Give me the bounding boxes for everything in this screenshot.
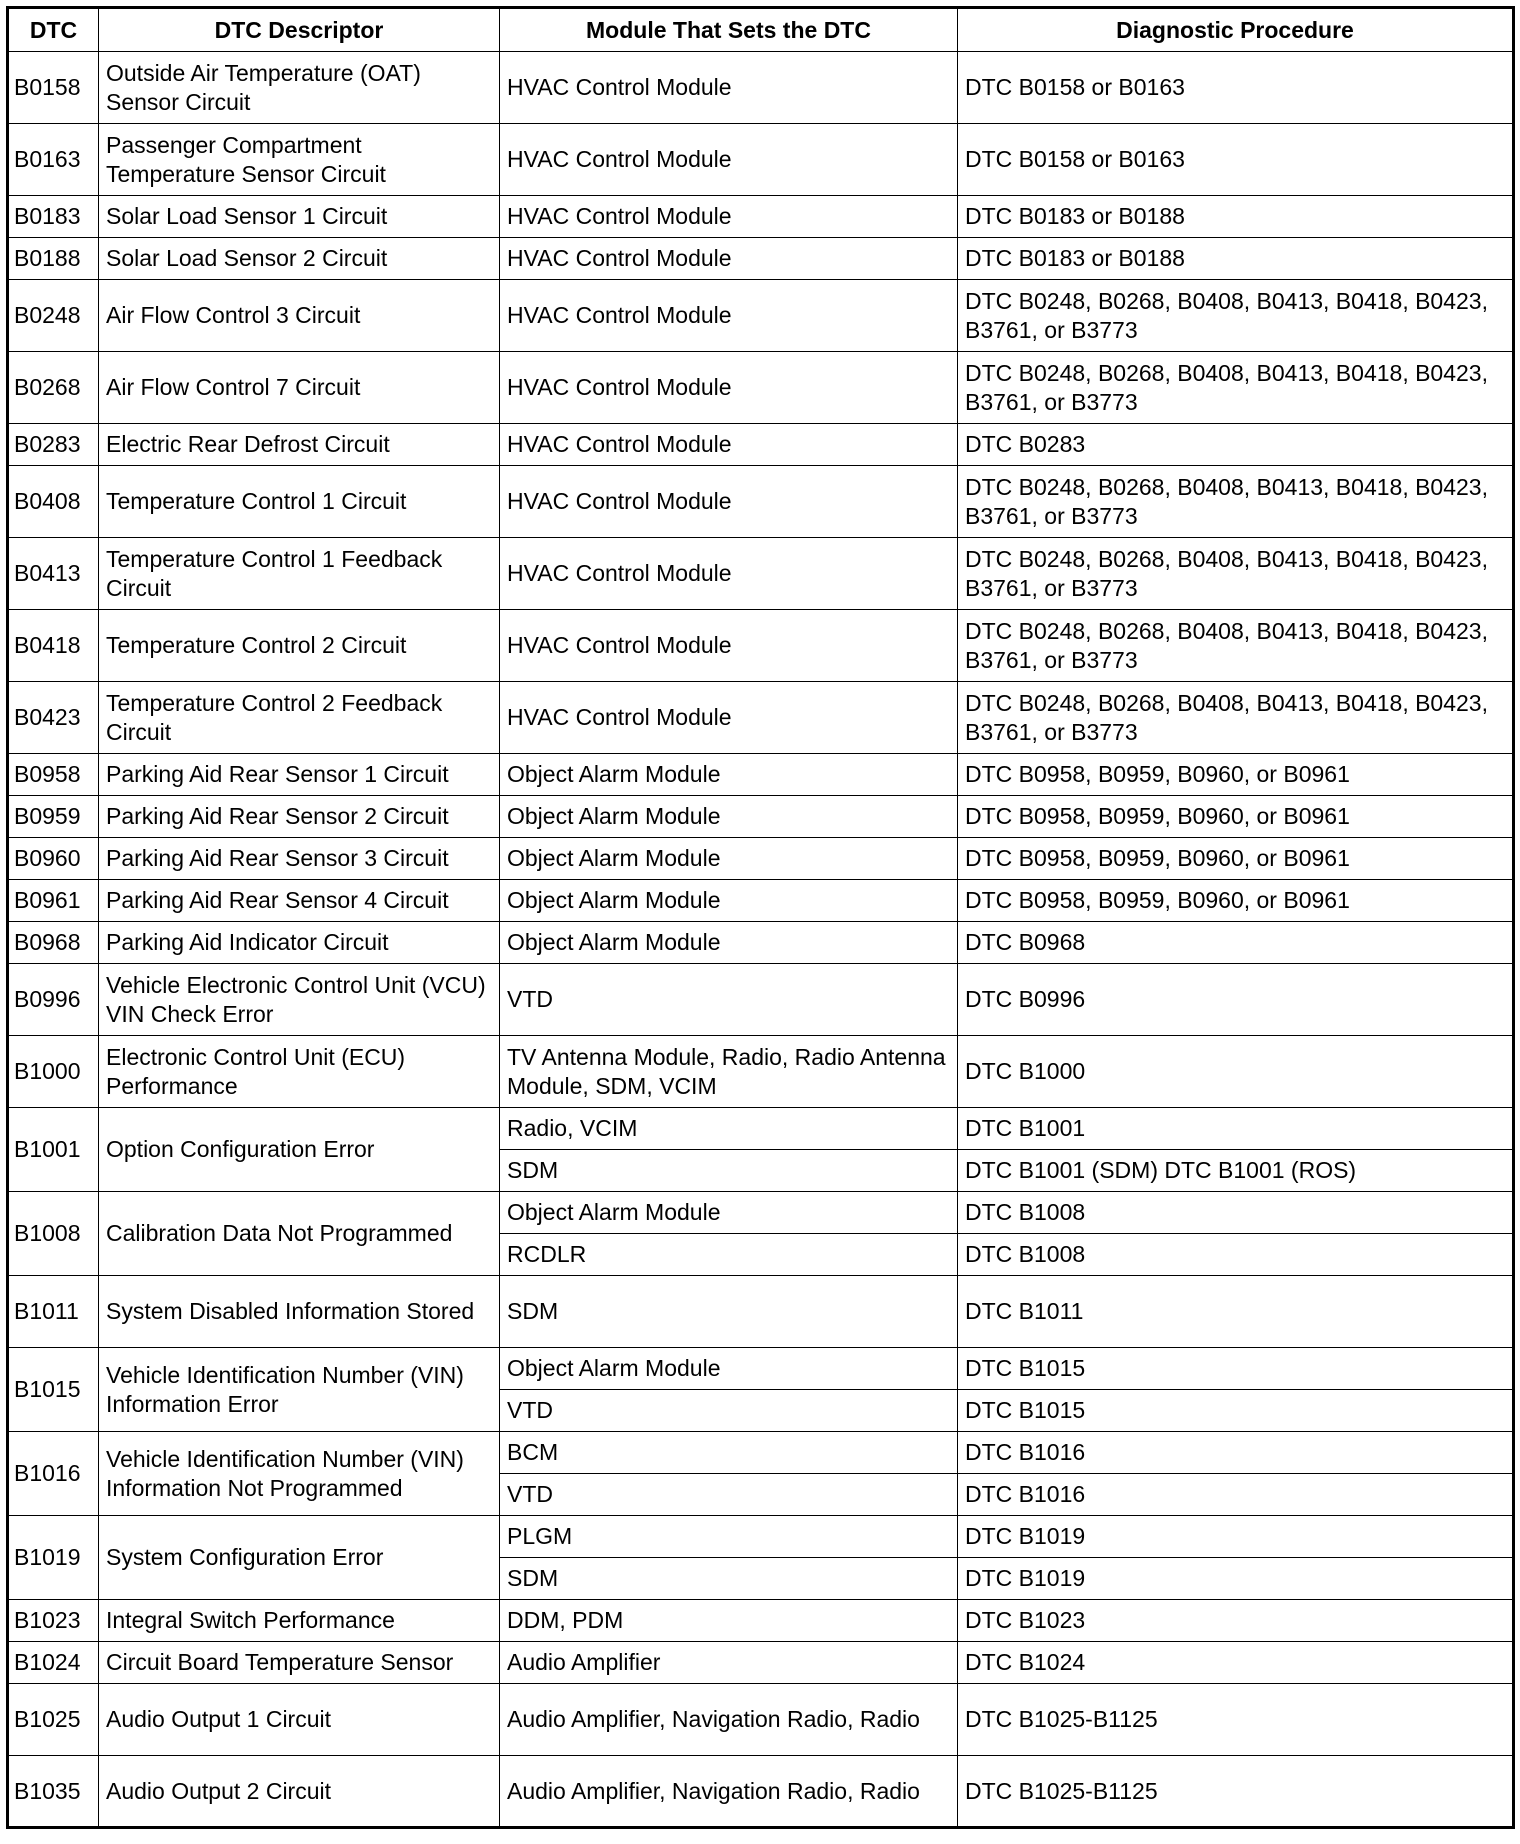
diagnostic-procedure: DTC B1008 [958, 1192, 1514, 1234]
dtc-descriptor: Vehicle Identification Number (VIN) Information Not Programmed [99, 1432, 500, 1516]
table-row [8, 754, 1514, 796]
diagnostic-procedure: DTC B0996 [958, 964, 1514, 1036]
setting-module: Object Alarm Module [500, 754, 958, 796]
dtc-descriptor: Solar Load Sensor 1 Circuit [99, 196, 500, 238]
diagnostic-procedure: DTC B1023 [958, 1600, 1514, 1642]
dtc-descriptor: System Configuration Error [99, 1516, 500, 1600]
table-row [8, 1192, 1514, 1234]
dtc-descriptor: Vehicle Electronic Control Unit (VCU) VIN Check Error [99, 964, 500, 1036]
dtc-descriptor: Calibration Data Not Programmed [99, 1192, 500, 1276]
diagnostic-procedure: DTC B1024 [958, 1642, 1514, 1684]
dtc-code: B1024 [8, 1642, 99, 1684]
diagnostic-procedure: DTC B0248, B0268, B0408, B0413, B0418, B0423, B3761, or B3773 [958, 280, 1514, 352]
table-row [8, 1684, 1514, 1756]
setting-module: Object Alarm Module [500, 922, 958, 964]
dtc-code: B0423 [8, 682, 99, 754]
dtc-code: B0268 [8, 352, 99, 424]
dtc-code: B0248 [8, 280, 99, 352]
diagnostic-procedure: DTC B1001 [958, 1108, 1514, 1150]
dtc-code: B0283 [8, 424, 99, 466]
diagnostic-procedure: DTC B1011 [958, 1276, 1514, 1348]
setting-module: HVAC Control Module [500, 610, 958, 682]
dtc-descriptor: Solar Load Sensor 2 Circuit [99, 238, 500, 280]
diagnostic-procedure: DTC B1008 [958, 1234, 1514, 1276]
table-header-row [8, 8, 1514, 52]
diagnostic-procedure: DTC B0958, B0959, B0960, or B0961 [958, 880, 1514, 922]
table-body [8, 52, 1514, 1828]
dtc-code: B0960 [8, 838, 99, 880]
setting-module: RCDLR [500, 1234, 958, 1276]
setting-module: BCM [500, 1432, 958, 1474]
dtc-descriptor: Vehicle Identification Number (VIN) Information Error [99, 1348, 500, 1432]
setting-module: HVAC Control Module [500, 124, 958, 196]
diagnostic-procedure: DTC B1001 (SDM) DTC B1001 (ROS) [958, 1150, 1514, 1192]
setting-module: HVAC Control Module [500, 196, 958, 238]
diagnostic-procedure: DTC B1025-B1125 [958, 1684, 1514, 1756]
setting-module: HVAC Control Module [500, 52, 958, 124]
table-row [8, 1432, 1514, 1474]
table-row [8, 838, 1514, 880]
setting-module: Object Alarm Module [500, 838, 958, 880]
diagnostic-procedure: DTC B0968 [958, 922, 1514, 964]
diagnostic-procedure: DTC B1019 [958, 1516, 1514, 1558]
table-row [8, 466, 1514, 538]
setting-module: HVAC Control Module [500, 466, 958, 538]
dtc-code: B0996 [8, 964, 99, 1036]
dtc-code: B0408 [8, 466, 99, 538]
dtc-code: B1011 [8, 1276, 99, 1348]
diagnostic-procedure: DTC B1019 [958, 1558, 1514, 1600]
dtc-descriptor: Parking Aid Rear Sensor 4 Circuit [99, 880, 500, 922]
dtc-table-container [6, 6, 1515, 1829]
table-row [8, 922, 1514, 964]
dtc-descriptor: Electric Rear Defrost Circuit [99, 424, 500, 466]
dtc-descriptor: Temperature Control 1 Circuit [99, 466, 500, 538]
dtc-descriptor: System Disabled Information Stored [99, 1276, 500, 1348]
setting-module: Object Alarm Module [500, 1192, 958, 1234]
diagnostic-procedure: DTC B1016 [958, 1432, 1514, 1474]
table-row [8, 1036, 1514, 1108]
table-row [8, 124, 1514, 196]
table-row [8, 1108, 1514, 1150]
dtc-descriptor: Air Flow Control 3 Circuit [99, 280, 500, 352]
dtc-descriptor: Outside Air Temperature (OAT) Sensor Circuit [99, 52, 500, 124]
table-row [8, 1276, 1514, 1348]
dtc-descriptor: Parking Aid Rear Sensor 3 Circuit [99, 838, 500, 880]
dtc-descriptor: Temperature Control 2 Feedback Circuit [99, 682, 500, 754]
diagnostic-procedure: DTC B0248, B0268, B0408, B0413, B0418, B0423, B3761, or B3773 [958, 352, 1514, 424]
setting-module: Audio Amplifier [500, 1642, 958, 1684]
table-row [8, 1348, 1514, 1390]
diagnostic-procedure: DTC B0248, B0268, B0408, B0413, B0418, B0423, B3761, or B3773 [958, 538, 1514, 610]
table-row [8, 352, 1514, 424]
header-dtc: DTC [8, 8, 99, 52]
diagnostic-procedure: DTC B0283 [958, 424, 1514, 466]
diagnostic-procedure: DTC B0183 or B0188 [958, 238, 1514, 280]
setting-module: Audio Amplifier, Navigation Radio, Radio [500, 1756, 958, 1828]
table-row [8, 238, 1514, 280]
diagnostic-procedure: DTC B1000 [958, 1036, 1514, 1108]
header-dtc-descriptor: DTC Descriptor [99, 8, 500, 52]
setting-module: HVAC Control Module [500, 424, 958, 466]
dtc-code: B1001 [8, 1108, 99, 1192]
setting-module: TV Antenna Module, Radio, Radio Antenna Module, SDM, VCIM [500, 1036, 958, 1108]
table-row [8, 610, 1514, 682]
dtc-code: B1000 [8, 1036, 99, 1108]
diagnostic-procedure: DTC B1015 [958, 1348, 1514, 1390]
setting-module: HVAC Control Module [500, 538, 958, 610]
header-module: Module That Sets the DTC [500, 8, 958, 52]
setting-module: VTD [500, 1390, 958, 1432]
dtc-code: B0163 [8, 124, 99, 196]
dtc-descriptor: Audio Output 2 Circuit [99, 1756, 500, 1828]
table-row [8, 682, 1514, 754]
table-row [8, 280, 1514, 352]
dtc-code: B0183 [8, 196, 99, 238]
dtc-descriptor: Temperature Control 1 Feedback Circuit [99, 538, 500, 610]
table-row [8, 1642, 1514, 1684]
diagnostic-procedure: DTC B0158 or B0163 [958, 124, 1514, 196]
dtc-code: B0188 [8, 238, 99, 280]
dtc-descriptor: Air Flow Control 7 Circuit [99, 352, 500, 424]
header-diagnostic-procedure: Diagnostic Procedure [958, 8, 1514, 52]
dtc-descriptor: Passenger Compartment Temperature Sensor Circuit [99, 124, 500, 196]
diagnostic-procedure: DTC B0958, B0959, B0960, or B0961 [958, 796, 1514, 838]
dtc-code: B0968 [8, 922, 99, 964]
diagnostic-procedure: DTC B0958, B0959, B0960, or B0961 [958, 838, 1514, 880]
diagnostic-procedure: DTC B1015 [958, 1390, 1514, 1432]
table-row [8, 424, 1514, 466]
setting-module: Audio Amplifier, Navigation Radio, Radio [500, 1684, 958, 1756]
table-row [8, 880, 1514, 922]
dtc-code: B0158 [8, 52, 99, 124]
dtc-descriptor: Audio Output 1 Circuit [99, 1684, 500, 1756]
dtc-code: B1019 [8, 1516, 99, 1600]
setting-module: PLGM [500, 1516, 958, 1558]
setting-module: HVAC Control Module [500, 280, 958, 352]
dtc-code: B0413 [8, 538, 99, 610]
dtc-descriptor: Integral Switch Performance [99, 1600, 500, 1642]
dtc-code: B1016 [8, 1432, 99, 1516]
setting-module: SDM [500, 1150, 958, 1192]
dtc-descriptor: Temperature Control 2 Circuit [99, 610, 500, 682]
dtc-code: B0418 [8, 610, 99, 682]
setting-module: DDM, PDM [500, 1600, 958, 1642]
dtc-descriptor: Parking Aid Rear Sensor 1 Circuit [99, 754, 500, 796]
table-row [8, 1756, 1514, 1828]
diagnostic-procedure: DTC B0958, B0959, B0960, or B0961 [958, 754, 1514, 796]
setting-module: VTD [500, 1474, 958, 1516]
table-row [8, 196, 1514, 238]
setting-module: HVAC Control Module [500, 682, 958, 754]
setting-module: Object Alarm Module [500, 1348, 958, 1390]
table-row [8, 964, 1514, 1036]
setting-module: HVAC Control Module [500, 238, 958, 280]
dtc-code: B1025 [8, 1684, 99, 1756]
dtc-descriptor: Option Configuration Error [99, 1108, 500, 1192]
setting-module: SDM [500, 1276, 958, 1348]
setting-module: Object Alarm Module [500, 880, 958, 922]
dtc-code: B1035 [8, 1756, 99, 1828]
table-row [8, 1516, 1514, 1558]
dtc-descriptor: Circuit Board Temperature Sensor [99, 1642, 500, 1684]
diagnostic-procedure: DTC B0248, B0268, B0408, B0413, B0418, B0423, B3761, or B3773 [958, 682, 1514, 754]
table-row [8, 52, 1514, 124]
diagnostic-procedure: DTC B1016 [958, 1474, 1514, 1516]
dtc-code: B1008 [8, 1192, 99, 1276]
diagnostic-procedure: DTC B0183 or B0188 [958, 196, 1514, 238]
dtc-descriptor: Electronic Control Unit (ECU) Performance [99, 1036, 500, 1108]
dtc-code: B0958 [8, 754, 99, 796]
table-row [8, 796, 1514, 838]
dtc-descriptor: Parking Aid Indicator Circuit [99, 922, 500, 964]
setting-module: VTD [500, 964, 958, 1036]
table-row [8, 1600, 1514, 1642]
dtc-code: B0961 [8, 880, 99, 922]
diagnostic-procedure: DTC B1025-B1125 [958, 1756, 1514, 1828]
table-row [8, 538, 1514, 610]
setting-module: Radio, VCIM [500, 1108, 958, 1150]
setting-module: HVAC Control Module [500, 352, 958, 424]
dtc-descriptor: Parking Aid Rear Sensor 2 Circuit [99, 796, 500, 838]
diagnostic-procedure: DTC B0248, B0268, B0408, B0413, B0418, B0423, B3761, or B3773 [958, 466, 1514, 538]
setting-module: Object Alarm Module [500, 796, 958, 838]
dtc-table [6, 6, 1515, 1829]
dtc-code: B1023 [8, 1600, 99, 1642]
dtc-code: B0959 [8, 796, 99, 838]
diagnostic-procedure: DTC B0248, B0268, B0408, B0413, B0418, B0423, B3761, or B3773 [958, 610, 1514, 682]
dtc-code: B1015 [8, 1348, 99, 1432]
diagnostic-procedure: DTC B0158 or B0163 [958, 52, 1514, 124]
setting-module: SDM [500, 1558, 958, 1600]
